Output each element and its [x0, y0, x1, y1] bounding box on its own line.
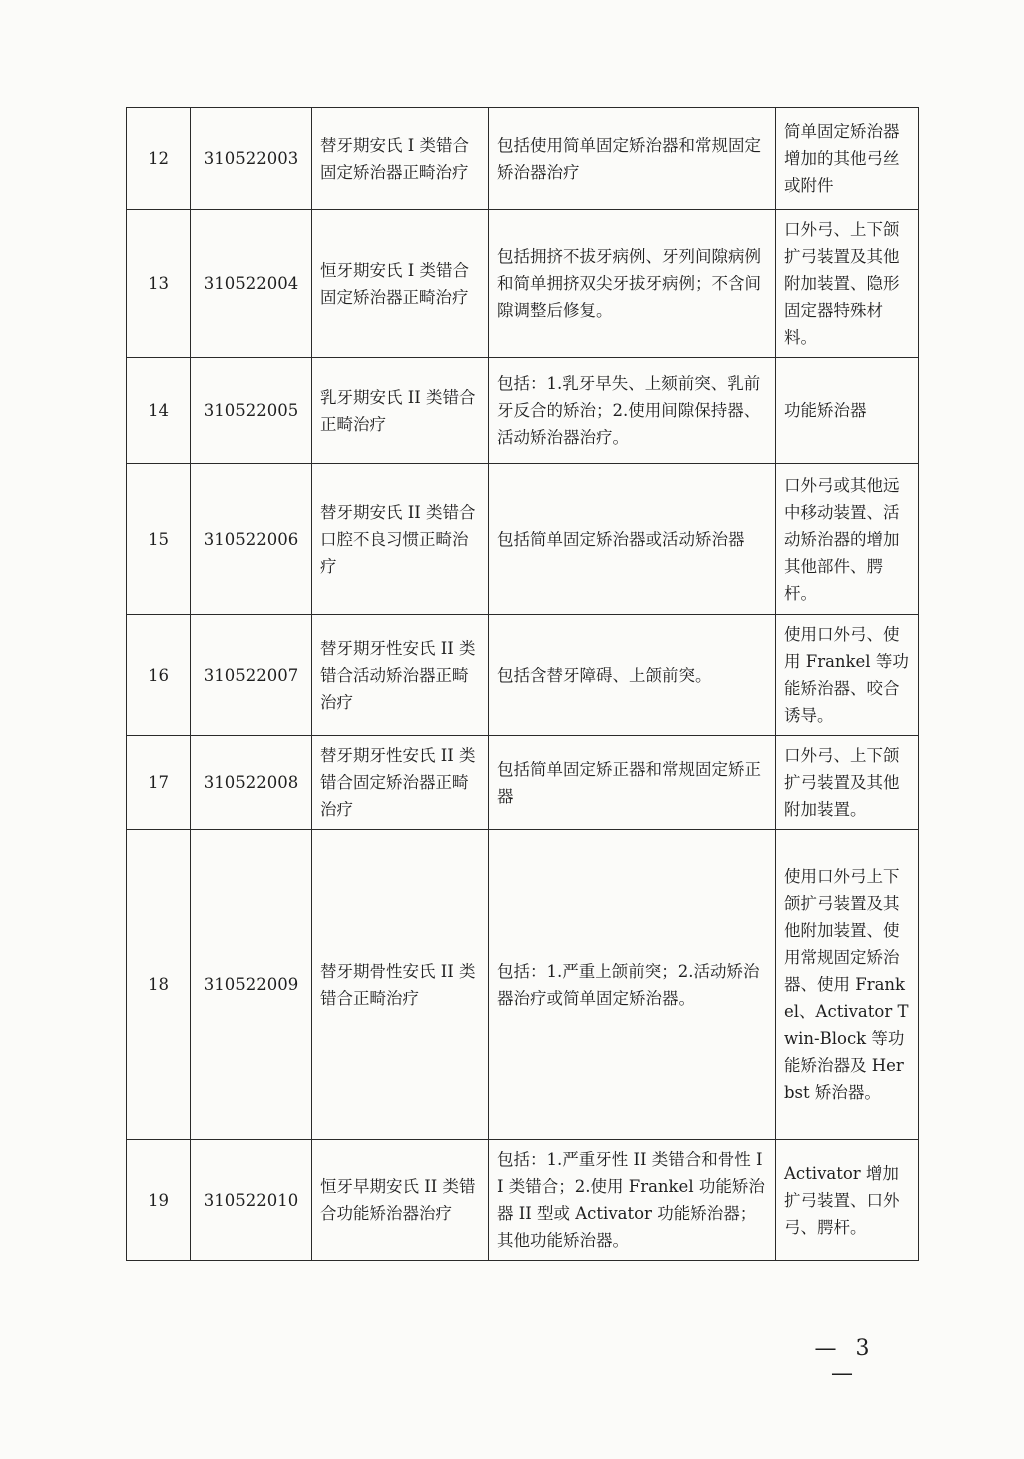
item-code: 310522009 [191, 830, 312, 1140]
item-extra: 口外弓或其他远中移动装置、活动矫治器的增加其他部件、腭杆。 [776, 464, 919, 615]
item-extra: 口外弓、上下颌扩弓装置及其他附加装置、隐形固定器特殊材料。 [776, 210, 919, 358]
item-number: 16 [127, 615, 191, 736]
item-number: 12 [127, 108, 191, 210]
table-row [127, 210, 919, 358]
table-row [127, 736, 919, 830]
table-row [127, 1140, 919, 1261]
item-extra: 使用口外弓、使用 Frankel 等功能矫治器、咬合诱导。 [776, 615, 919, 736]
item-content: 包括简单固定矫治器或活动矫治器 [489, 464, 776, 615]
item-name: 替牙期安氏 I 类错合固定矫治器正畸治疗 [312, 108, 489, 210]
item-content: 包括拥挤不拔牙病例、牙列间隙病例和简单拥挤双尖牙拔牙病例；不含间隙调整后修复。 [489, 210, 776, 358]
item-number: 17 [127, 736, 191, 830]
item-content: 包括简单固定矫正器和常规固定矫正器 [489, 736, 776, 830]
item-code: 310522005 [191, 358, 312, 464]
item-number: 14 [127, 358, 191, 464]
table-row [127, 108, 919, 210]
item-content: 包括含替牙障碍、上颌前突。 [489, 615, 776, 736]
item-content: 包括使用简单固定矫治器和常规固定矫治器治疗 [489, 108, 776, 210]
item-name: 替牙期安氏 II 类错合口腔不良习惯正畸治疗 [312, 464, 489, 615]
item-code: 310522008 [191, 736, 312, 830]
fee-table [126, 107, 919, 1261]
item-extra: Activator 增加扩弓装置、口外弓、腭杆。 [776, 1140, 919, 1261]
item-name: 恒牙早期安氏 II 类错合功能矫治器治疗 [312, 1140, 489, 1261]
item-extra: 口外弓、上下颌扩弓装置及其他附加装置。 [776, 736, 919, 830]
item-code: 310522004 [191, 210, 312, 358]
item-extra: 功能矫治器 [776, 358, 919, 464]
item-code: 310522010 [191, 1140, 312, 1261]
item-name: 替牙期牙性安氏 II 类错合固定矫治器正畸治疗 [312, 736, 489, 830]
item-code: 310522006 [191, 464, 312, 615]
item-name: 替牙期骨性安氏 II 类错合正畸治疗 [312, 830, 489, 1140]
item-code: 310522007 [191, 615, 312, 736]
table-row [127, 615, 919, 736]
item-content: 包括：1.严重上颌前突；2.活动矫治器治疗或简单固定矫治器。 [489, 830, 776, 1140]
item-content: 包括：1.严重牙性 II 类错合和骨性 II 类错合；2.使用 Frankel 功能矫治器 II 型或 Activator 功能矫治器；其他功能矫治器。 [489, 1140, 776, 1261]
item-extra: 简单固定矫治器增加的其他弓丝或附件 [776, 108, 919, 210]
table-row [127, 358, 919, 464]
item-name: 替牙期牙性安氏 II 类错合活动矫治器正畸治疗 [312, 615, 489, 736]
item-number: 18 [127, 830, 191, 1140]
item-name: 乳牙期安氏 II 类错合正畸治疗 [312, 358, 489, 464]
item-name: 恒牙期安氏 I 类错合固定矫治器正畸治疗 [312, 210, 489, 358]
item-number: 13 [127, 210, 191, 358]
item-number: 19 [127, 1140, 191, 1261]
page-number: — 3 — [814, 1336, 876, 1386]
table-row [127, 464, 919, 615]
item-number: 15 [127, 464, 191, 615]
item-content: 包括：1.乳牙早失、上颏前突、乳前牙反合的矫治；2.使用间隙保持器、活动矫治器治疗。 [489, 358, 776, 464]
table-row [127, 830, 919, 1140]
item-extra: 使用口外弓上下颌扩弓装置及其他附加装置、使用常规固定矫治器、使用 Frankel、Activator Twin-Block 等功能矫治器及 Herbst 矫治器。 [776, 830, 919, 1140]
item-code: 310522003 [191, 108, 312, 210]
